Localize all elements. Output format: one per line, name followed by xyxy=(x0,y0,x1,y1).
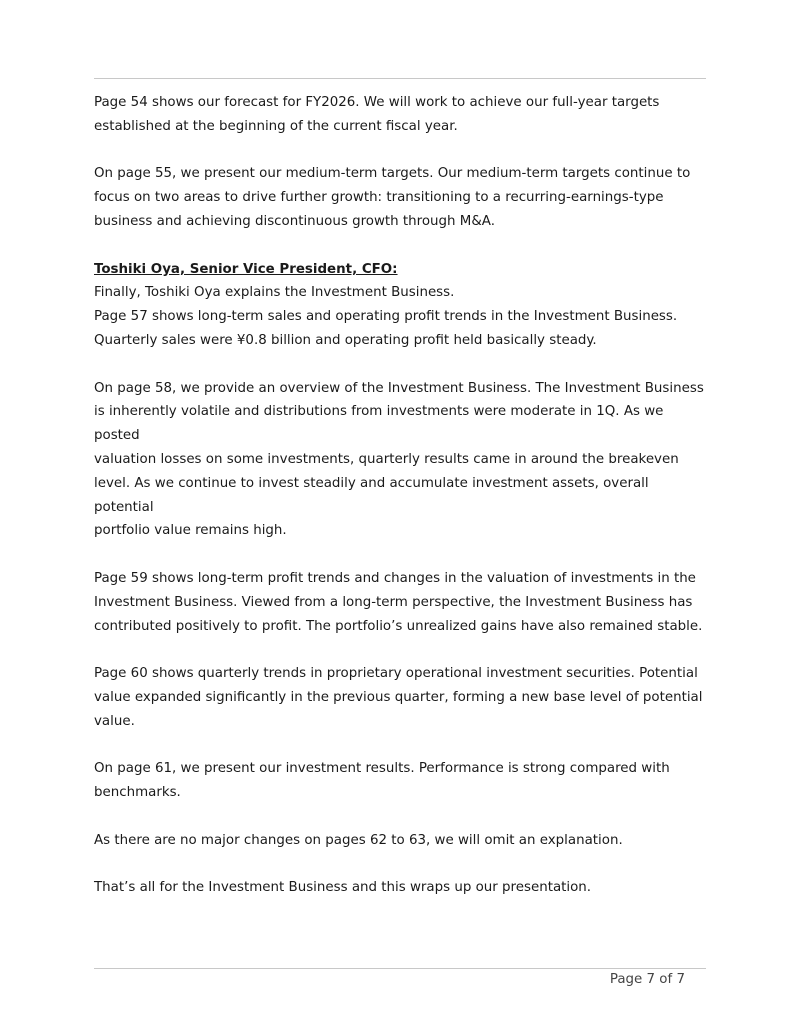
page-number: Page 7 of 7 xyxy=(609,972,685,987)
header-divider xyxy=(94,78,706,79)
paragraph-medium-term-targets: On page 55, we present our medium-term targets. Our medium-term targets continue to focus on two areas to drive further growth: transitioning to a recurring-earnings-type business and achieving discontinuous growth through M&A. xyxy=(94,166,691,229)
paragraph-investment-results: On page 61, we present our investment results. Performance is strong compared with benchmarks. xyxy=(94,761,670,801)
speaker-heading: Toshiki Oya, Senior Vice President, CFO: xyxy=(94,261,398,277)
footer-divider xyxy=(94,968,706,969)
document-body xyxy=(94,91,706,900)
paragraph-no-major-changes: As there are no major changes on pages 62 to 63, we will omit an explanation. xyxy=(94,832,623,848)
paragraph-closing: That’s all for the Investment Business and this wraps up our presentation. xyxy=(94,880,592,896)
paragraph-profit-trends: Page 59 shows long-term profit trends and changes in the valuation of investments in the Investment Business. Viewed from a long-term perspective, the Investment Business has contributed positively to profit. The portfolio’s unrealized gains have also remained stable. xyxy=(94,570,703,634)
paragraph-investment-securities: Page 60 shows quarterly trends in proprietary operational investment securities. Potential value expanded significantly in the previous quarter, forming a new base level of potential value. xyxy=(94,666,703,729)
paragraph-investment-overview: On page 58, we provide an overview of the Investment Business. The Investment Business is inherently volatile and distributions from investments were moderate in 1Q. As we posted valuation losses on some investments, quarterly results came in around the breakeven level. As we continue to invest steadily and accumulate investment assets, overall potential portfolio value remains high. xyxy=(94,380,704,539)
paragraph-forecast: Page 54 shows our forecast for FY2026. We will work to achieve our full-year targets established at the beginning of the current fiscal year. xyxy=(94,95,660,134)
paragraph-investment-intro: Finally, Toshiki Oya explains the Investment Business. Page 57 shows long-term sales and operating profit trends in the Investment Business. Quarterly sales were ¥0.8 billion and operating profit held basically steady. xyxy=(94,285,678,348)
